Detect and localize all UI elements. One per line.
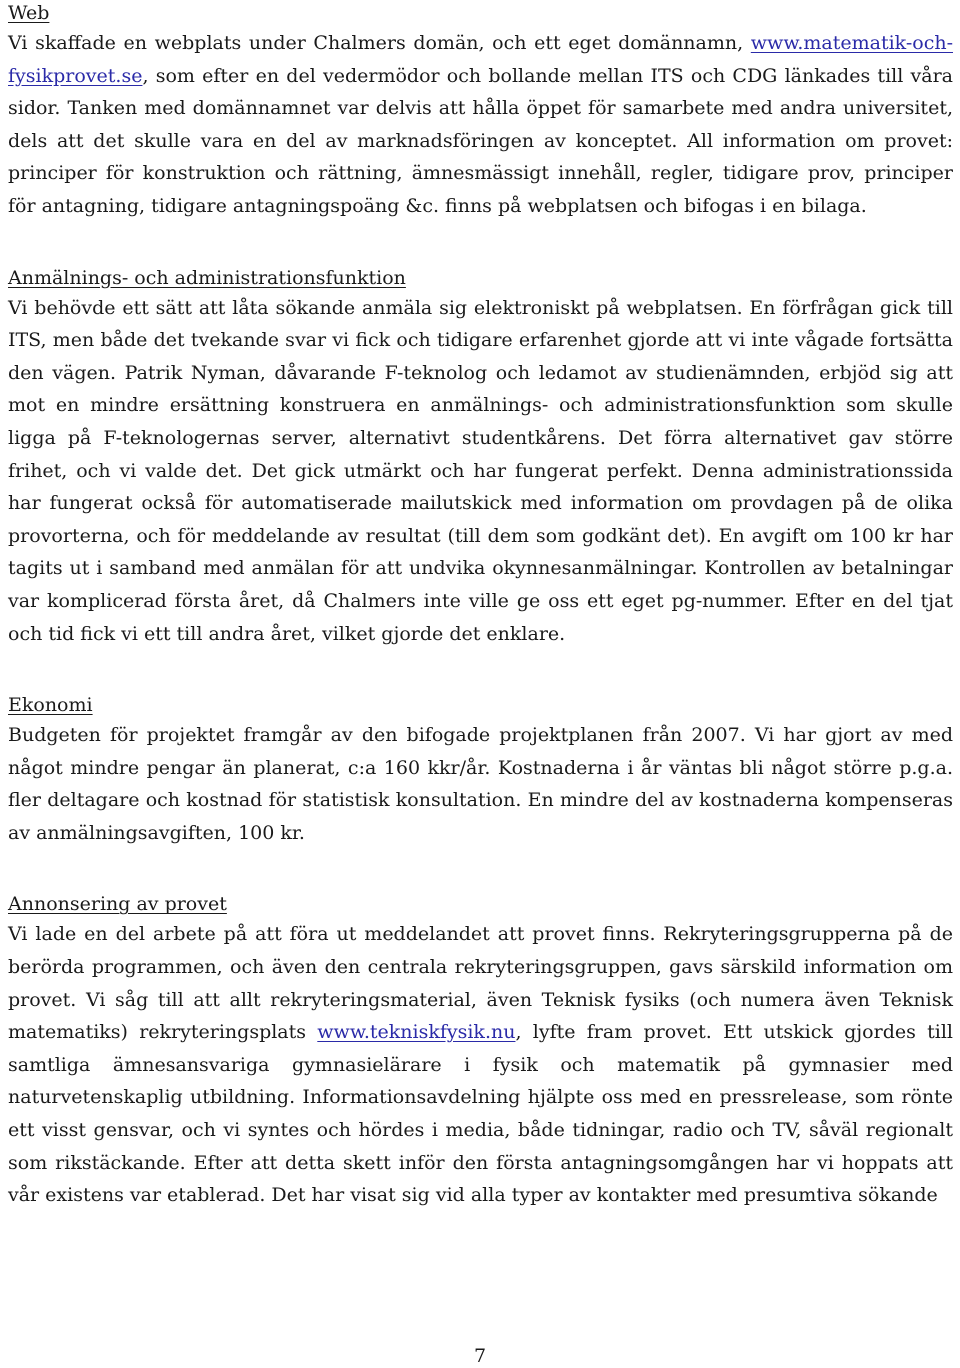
section-body-anmalning: Vi behövde ett sätt att låta sökande anmäla sig elektroniskt på webplatsen. En förfrågan gick till ITS, men både det tvekande svar vi fick och tidigare erfarenhet gjorde att vi inte vågade fortsätta den vägen. Patrik Nyman, dåvarande F-teknolog och ledamot av studienämnden, erbjöd sig att mot en mindre ersättning konstruera en anmälnings- och administrationsfunktion som skulle ligga på F-teknologernas server, alternativt studentkårens. Det förra alternativet gav större frihet, och vi valde det. Det gick utmärkt och har fungerat perfekt. Denna administrationssida har fungerat också för automatiserade mailutskick med information om provdagen på de olika provorterna, och för meddelande av resultat (till dem som godkänt det). En avgift om 100 kr har tagits ut i samband med anmälan för att undvika okynnesanmälningar. Kontrollen av betalningar var komplicerad första året, då Chalmers inte ville ge oss ett eget pg-nummer. Efter en del tjat och tid fick vi ett till andra året, vilket gjorde det enklare. bbox=[8, 296, 953, 645]
section-body-web bbox=[8, 27, 953, 223]
section-heading-annonsering: Annonsering av provet bbox=[8, 893, 227, 916]
page-number: 7 bbox=[473, 1345, 487, 1367]
section-body-ekonomi: Budgeten för projektet framgår av den bifogade projektplanen från 2007. Vi har gjort av med något mindre pengar än planerat, c:a 160 kkr/år. Kostnaderna i år väntas bli något större p.g.a. fler deltagare och kostnad för statistisk konsultation. En mindre del av kostnaderna kompenseras av anmälningsavgiften, 100 kr. bbox=[8, 724, 953, 844]
web-text-start: Vi skaffade en webplats under Chalmers domän, och ett eget domännamn, bbox=[8, 32, 751, 54]
section-heading-ekonomi: Ekonomi bbox=[8, 694, 93, 717]
domain-link[interactable]: www.matematik-och-fysikprovet.se bbox=[8, 32, 953, 87]
recruitment-site-link[interactable]: www.tekniskfysik.nu bbox=[317, 1021, 516, 1044]
section-heading-web: Web bbox=[8, 2, 50, 24]
section-web bbox=[8, 0, 953, 223]
section-body-annonsering bbox=[8, 918, 953, 1211]
section-heading-anmalning: Anmälnings- och administrationsfunktion bbox=[8, 266, 406, 289]
annonsering-text-end: , lyfte fram provet. Ett utskick gjordes till samtliga ämnesansvariga gymnasielärare i fysik och matematik på gymnasier med naturvetenskaplig utbildning. Informationsavdelning hjälpte oss med en pressrelease, som rönte ett visst gensvar, och vi syntes och hördes i media, både tidningar, radio och TV, såväl regionalt som rikstäckande. Efter att detta skett inför den första antagningsomgången har vi hoppats att vår existens var etablerad. Det har visat sig vid alla typer av kontakter med presumtiva sökande bbox=[8, 1021, 953, 1207]
section-annonsering bbox=[8, 890, 953, 1211]
document-page bbox=[8, 0, 953, 1212]
section-ekonomi bbox=[8, 691, 953, 849]
section-anmalning bbox=[8, 264, 953, 651]
annonsering-text-start: Vi lade en del arbete på att föra ut meddelandet att provet finns. Rekryteringsgrupperna på de berörda programmen, och även den centrala rekryteringsgruppen, gavs särskild information om provet. Vi såg till att allt rekryteringsmaterial, även Teknisk fysiks (och numera även Teknisk matematiks) rekryteringsplats bbox=[8, 923, 953, 1044]
web-text-end: , som efter en del vedermödor och bollande mellan ITS och CDG länkades till våra sidor. Tanken med domännamnet var delvis att hålla öppet för samarbete med andra universitet, dels att det skulle vara en del av marknadsföringen av konceptet. All information om provet: principer för konstruktion och rättning, ämnesmässigt innehåll, regler, tidigare prov, principer för antagning, tidigare antagningspoäng &c. finns på webplatsen och bifogas i en bilaga. bbox=[8, 64, 953, 217]
